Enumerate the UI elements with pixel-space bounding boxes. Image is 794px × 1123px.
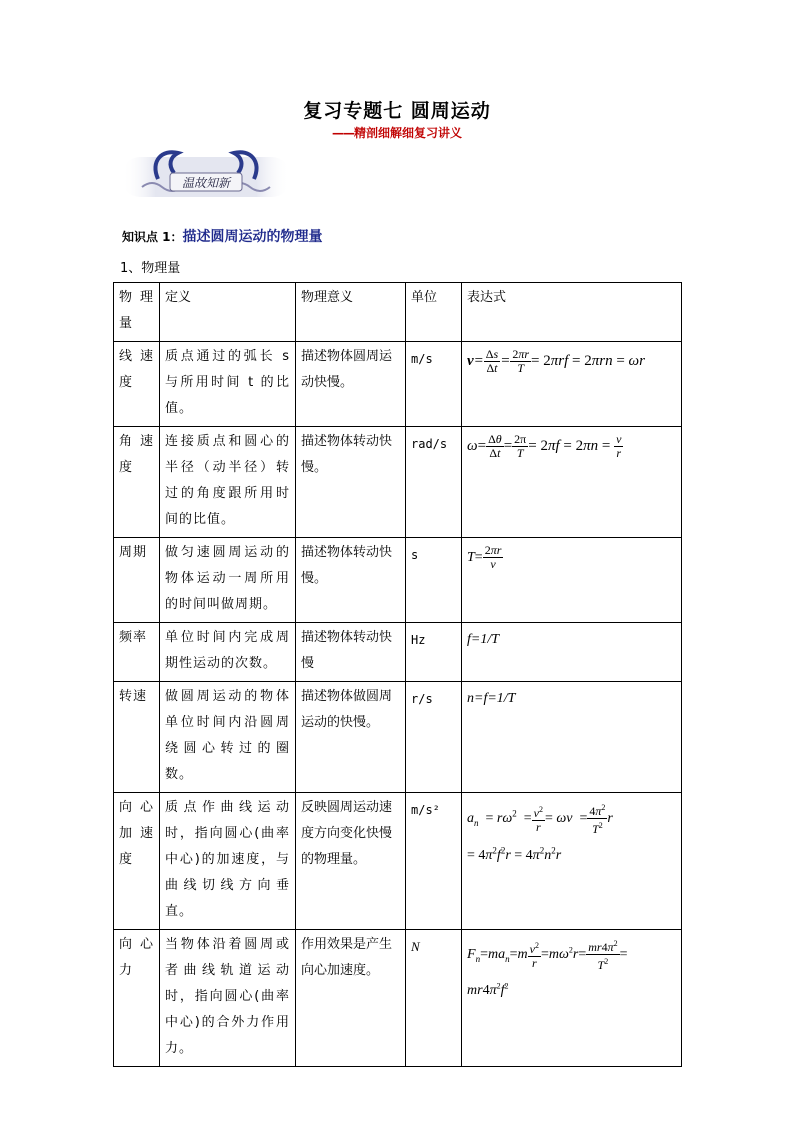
cell-meaning: 描述物体做圆周运动的快慢。 [296, 682, 406, 793]
banner-text: 温故知新 [181, 176, 231, 190]
cell-unit: s [406, 538, 462, 623]
formula-rotational-speed: n=f=1/T [467, 691, 516, 706]
cell-expression [462, 682, 682, 793]
cell-unit: Hz [406, 623, 462, 682]
cell-meaning: 描述物体转动快慢。 [296, 427, 406, 538]
cell-definition: 单位时间内完成周期性运动的次数。 [160, 623, 296, 682]
cell-unit: m/s² [406, 793, 462, 930]
header-meaning: 物理意义 [296, 283, 406, 342]
cell-name: 频率 [114, 623, 160, 682]
header-definition: 定义 [160, 283, 296, 342]
cell-name: 转速 [114, 682, 160, 793]
cell-definition: 质点作曲线运动时，指向圆心(曲率中心)的加速度，与曲线切线方向垂直。 [160, 793, 296, 930]
cell-meaning: 描述物体转动快慢 [296, 623, 406, 682]
subtitle-text: 精剖细解细复习讲义 [353, 126, 462, 140]
cell-unit: rad/s [406, 427, 462, 538]
cell-definition: 当物体沿着圆周或者曲线轨道运动时，指向圆心(曲率中心)的合外力作用力。 [160, 930, 296, 1067]
cell-name: 角速度 [114, 427, 160, 538]
header-quantity: 物理量 [114, 283, 160, 342]
cell-name: 周期 [114, 538, 160, 623]
page-subtitle [0, 124, 794, 141]
formula-centripetal-force: $F_n=ma_n=m$ $\frac{v^2}{r}$ $=m\omega^2r=$ $\frac{mr4\pi^2}{T^2}$ = $mr4\pi^2f^2$ [467, 938, 628, 999]
subtitle-dash: —— [331, 126, 354, 140]
cell-name: 向心力 [114, 930, 160, 1067]
header-expression: 表达式 [462, 283, 682, 342]
table-row [114, 342, 682, 427]
formula-centripetal-acceleration: $a_n = r\omega^2$ = $\frac{v^2}{r}$ = ωv = $\frac{4\pi^2}{T^2}$ r = $4\pi^2f^2r = 4\pi^2n^2r$ [467, 802, 613, 864]
knowledge-point-label: 知识点 1： [122, 230, 183, 244]
knowledge-point-text: 描述圆周运动的物理量 [182, 229, 323, 245]
table-row [114, 427, 682, 538]
cell-unit: N [406, 930, 462, 1067]
cell-expression [462, 538, 682, 623]
page-title: 复习专题七 圆周运动 [303, 100, 491, 122]
table-row [114, 682, 682, 793]
formula-period: T= $\frac{2\pi r}{v}$ [467, 543, 502, 571]
cell-name: 线速度 [114, 342, 160, 427]
cell-definition: 做匀速圆周运动的物体运动一周所用的时间叫做周期。 [160, 538, 296, 623]
table-row [114, 930, 682, 1067]
cell-expression [462, 342, 682, 427]
cell-unit: m/s [406, 342, 462, 427]
formula-angular-velocity: ω= $\frac{\Delta\theta}{\Delta t}$ = $\frac{2\pi}{T}$ = 2πf = 2πn = $\frac{v}{r}$ [467, 432, 622, 460]
review-banner-image [122, 143, 290, 201]
formula-frequency: f=1/T [467, 632, 500, 647]
formula-linear-velocity: v= $\frac{\Delta s}{\Delta t}$ = $\frac{2\pi r}{T}$ = 2πrf = 2πrn = ωr [467, 347, 645, 375]
cell-definition: 做圆周运动的物体单位时间内沿圆周绕圆心转过的圈数。 [160, 682, 296, 793]
cell-definition: 连接质点和圆心的半径（动半径）转过的角度跟所用时间的比值。 [160, 427, 296, 538]
cell-name: 向心加速度 [114, 793, 160, 930]
cell-meaning: 作用效果是产生向心加速度。 [296, 930, 406, 1067]
cell-expression [462, 930, 682, 1067]
header-unit: 单位 [406, 283, 462, 342]
table-row [114, 793, 682, 930]
table-row [114, 623, 682, 682]
table-header-row [114, 283, 682, 342]
cell-meaning: 描述物体圆周运动快慢。 [296, 342, 406, 427]
cell-unit: r/s [406, 682, 462, 793]
cell-expression [462, 427, 682, 538]
table-row [114, 538, 682, 623]
knowledge-point-heading [122, 226, 323, 246]
physics-quantities-table [113, 282, 682, 1067]
cell-meaning: 反映圆周运动速度方向变化快慢的物理量。 [296, 793, 406, 930]
cell-expression [462, 793, 682, 930]
section-heading: 1、物理量 [120, 261, 181, 276]
cell-definition: 质点通过的弧长 s 与所用时间 t 的比值。 [160, 342, 296, 427]
cell-expression [462, 623, 682, 682]
cell-meaning: 描述物体转动快慢。 [296, 538, 406, 623]
